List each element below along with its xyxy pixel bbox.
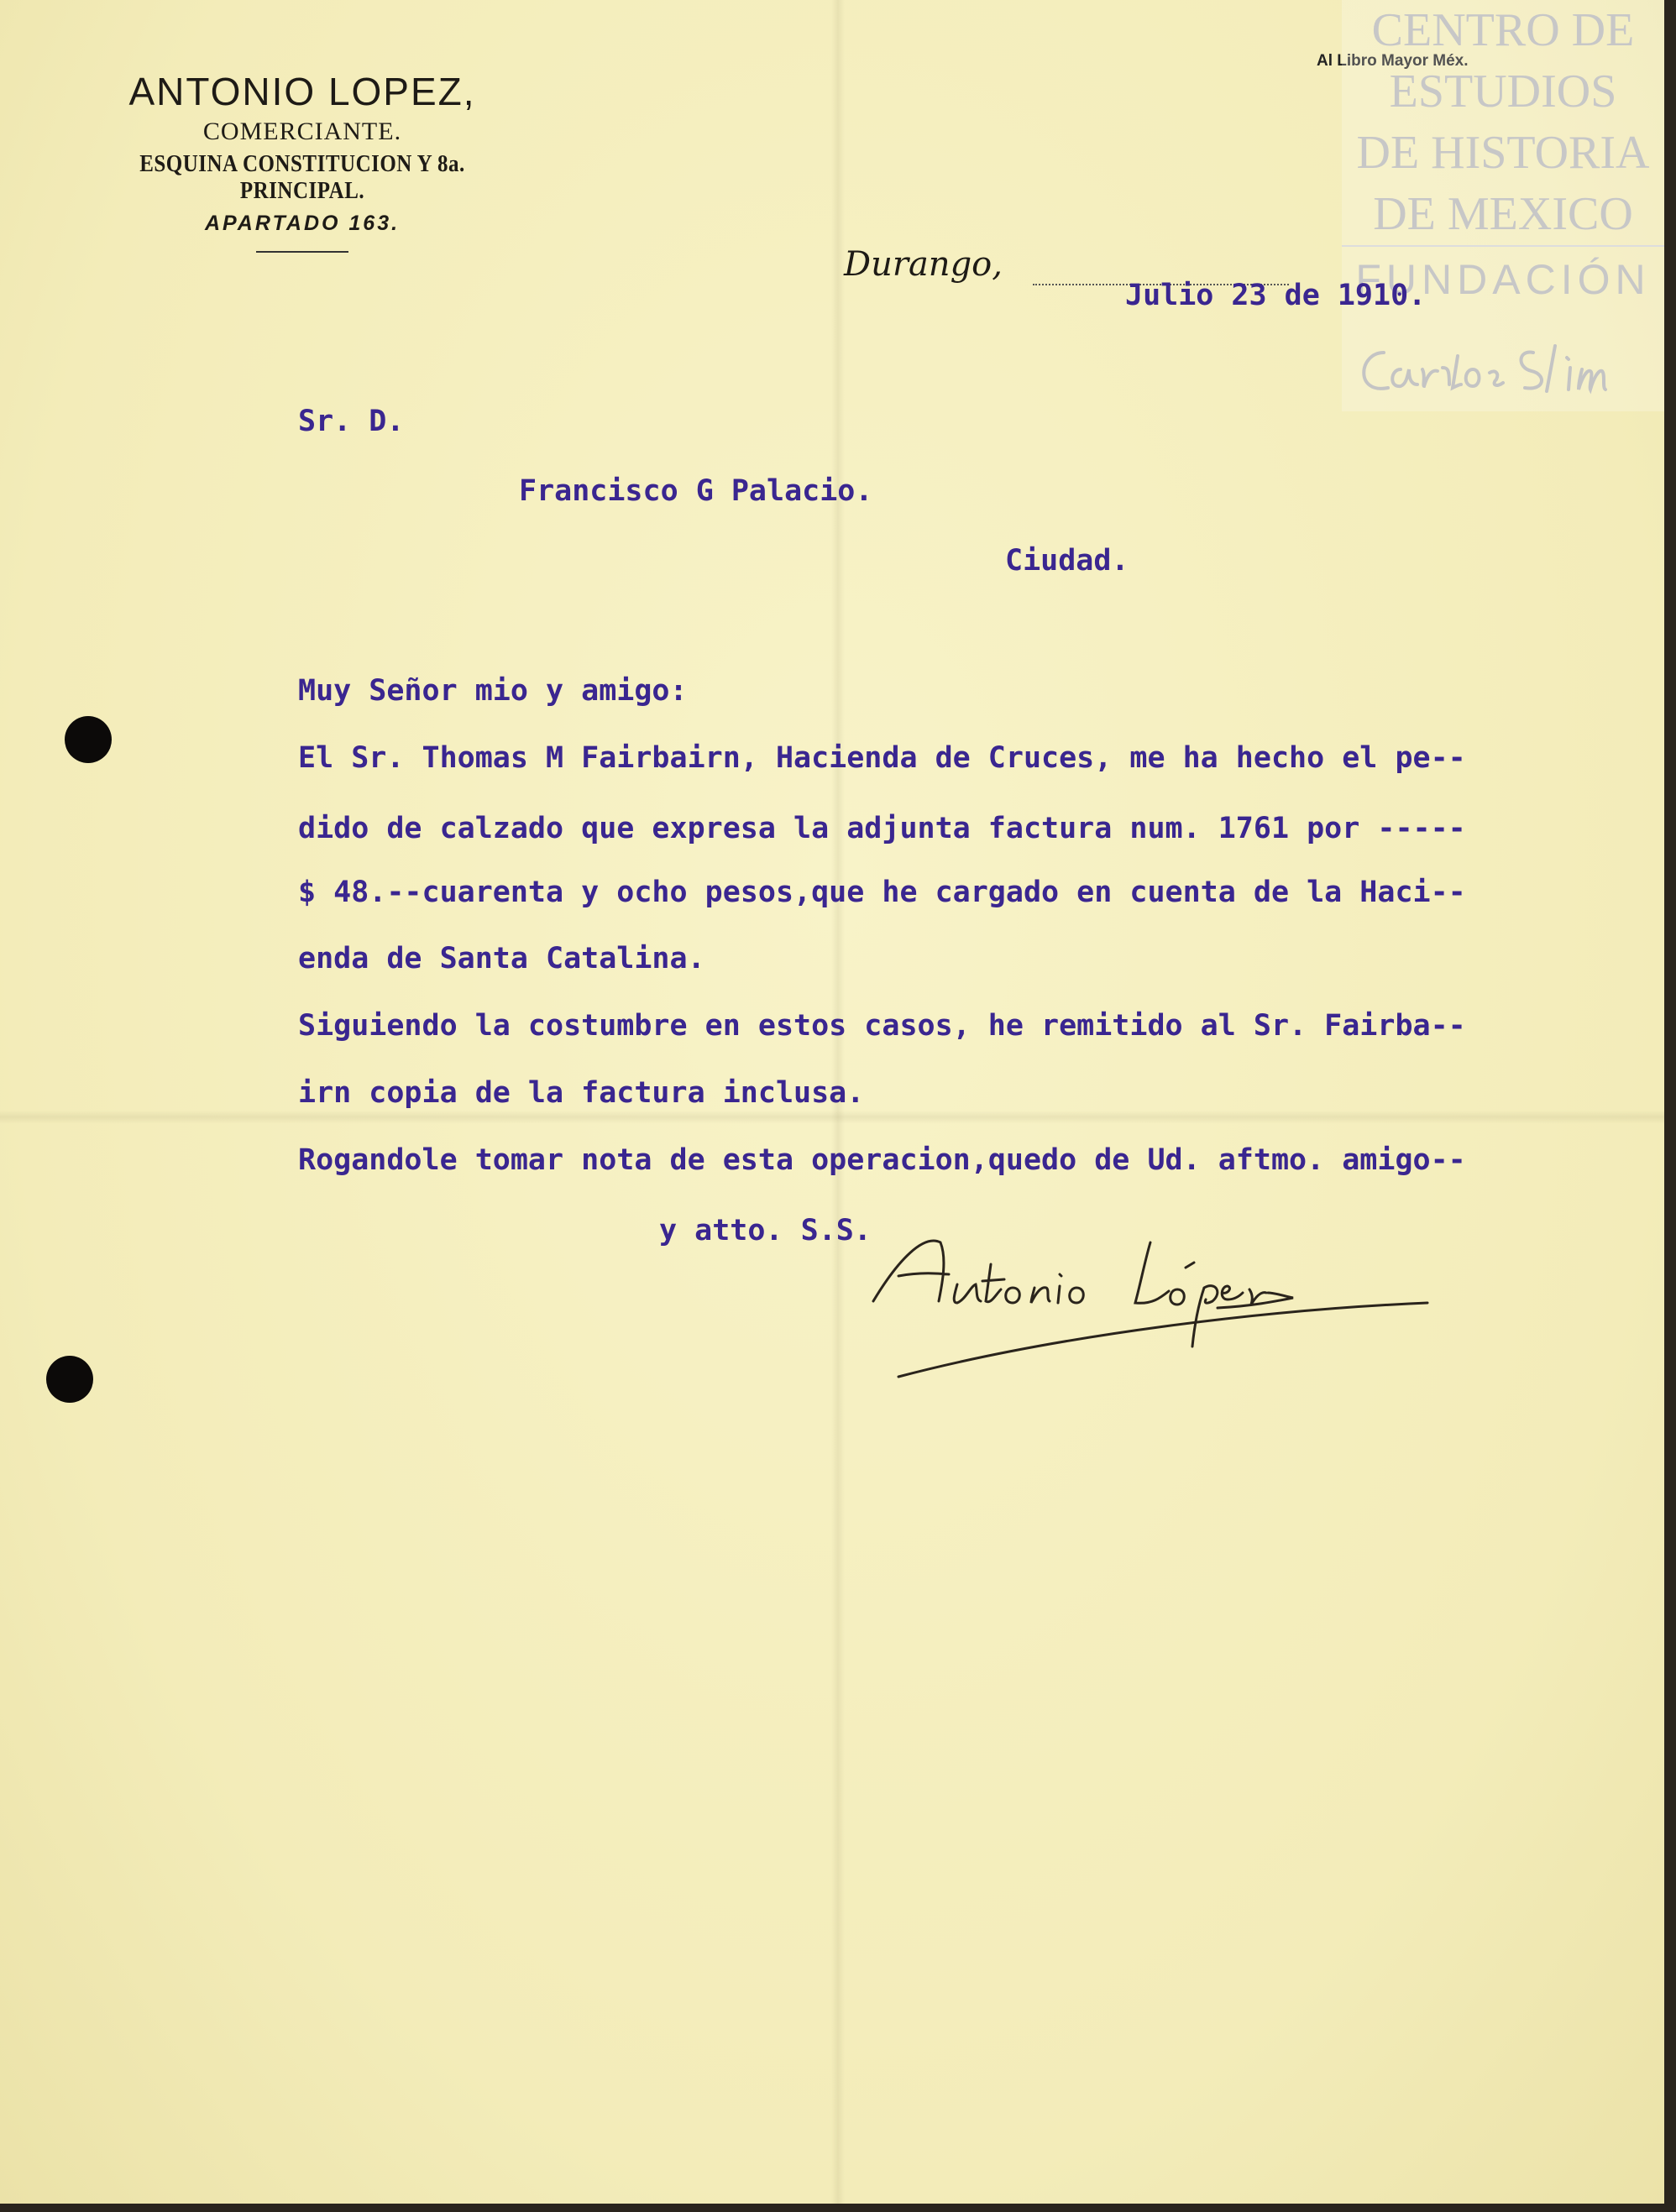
watermark-line: DE HISTORIA	[1356, 127, 1650, 179]
letterhead-box: APARTADO 163.	[204, 212, 401, 235]
archive-watermark	[1342, 0, 1664, 411]
letterhead	[84, 69, 521, 253]
watermark-line: DE MEXICO	[1373, 188, 1633, 240]
punch-hole	[46, 1356, 93, 1403]
recipient-city: Ciudad.	[1005, 544, 1129, 578]
body-line: Rogandole tomar nota de esta operacion,quedo de Ud. aftmo. amigo--	[298, 1143, 1466, 1177]
greeting: Muy Señor mio y amigo:	[298, 674, 688, 708]
watermark-signature-logo	[1350, 336, 1656, 403]
watermark-line: CENTRO DE	[1371, 4, 1635, 56]
letterhead-name: ANTONIO LOPEZ,	[128, 70, 476, 113]
scan-edge	[0, 2204, 1676, 2212]
salutation-title: Sr. D.	[298, 405, 405, 438]
letterhead-role: COMERCIANTE.	[202, 118, 402, 145]
watermark-foundation: FUNDACIÓN	[1355, 256, 1651, 303]
letterhead-address: ESQUINA CONSTITUCION Y 8a. PRINCIPAL.	[139, 150, 465, 205]
watermark-line: ESTUDIOS	[1389, 65, 1617, 118]
closing: y atto. S.S.	[659, 1214, 872, 1247]
recipient-name: Francisco G Palacio.	[519, 474, 873, 508]
archive-note: Al Libro Mayor Méx.	[1317, 52, 1469, 70]
letterhead-rule	[256, 251, 348, 253]
body-line: El Sr. Thomas M Fairbairn, Hacienda de Cruces, me ha hecho el pe--	[298, 741, 1466, 775]
body-line: dido de calzado que expresa la adjunta factura num. 1761 por -----	[298, 812, 1466, 845]
letter-date: Julio 23 de 1910.	[1125, 279, 1427, 312]
body-line: irn copia de la factura inclusa.	[298, 1076, 865, 1110]
body-line: $ 48.--cuarenta y ocho pesos,que he cargado en cuenta de la Haci--	[298, 876, 1466, 909]
body-line: Siguiendo la costumbre en estos casos, he remitido al Sr. Fairba--	[298, 1009, 1466, 1043]
body-line: enda de Santa Catalina.	[298, 942, 705, 975]
handwritten-signature	[848, 1209, 1453, 1394]
scan-edge	[1664, 0, 1676, 2212]
punch-hole	[65, 716, 112, 763]
place: Durango,	[844, 245, 1003, 284]
